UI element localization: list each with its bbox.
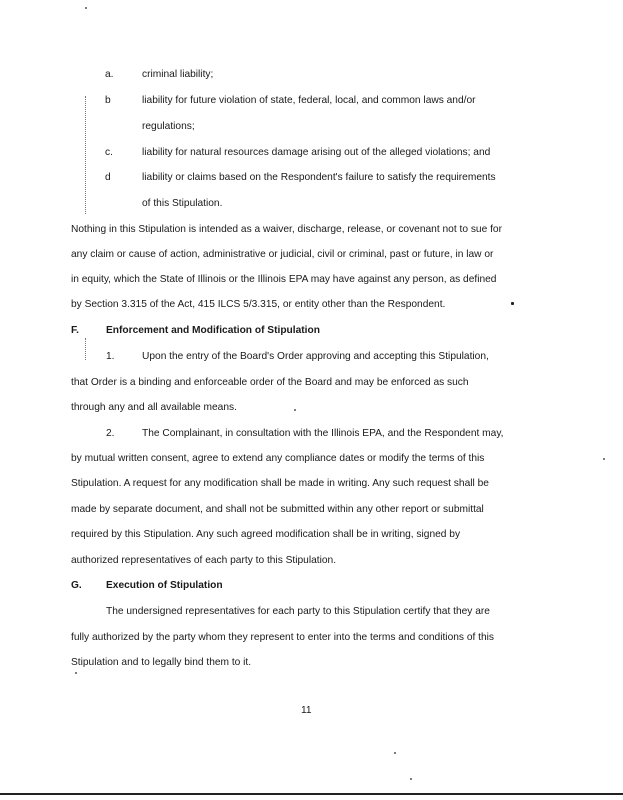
paragraph-line: Upon the entry of the Board's Order approving and accepting this Stipulation, — [142, 351, 489, 362]
scan-margin-dots — [85, 96, 87, 214]
bottom-scan-edge — [0, 793, 623, 795]
scan-speck — [85, 7, 87, 9]
paragraph-line: The Complainant, in consultation with the Illinois EPA, and the Respondent may, — [142, 428, 504, 439]
paragraph-line: any claim or cause of action, administrative or judicial, civil or criminal, past or future, in law or — [71, 249, 494, 260]
list-item-d-text-cont: of this Stipulation. — [142, 198, 223, 209]
paragraph-line: authorized representatives of each party to this Stipulation. — [71, 555, 337, 566]
scan-margin-dots — [85, 338, 87, 360]
list-item-c-text: liability for natural resources damage arising out of the alleged violations; and — [142, 147, 491, 158]
section-f-para2-number: 2. — [106, 428, 115, 439]
section-f-para1-number: 1. — [106, 351, 115, 362]
list-marker-c: c. — [105, 147, 113, 158]
list-item-b-text: liability for future violation of state, federal, local, and common laws and/or — [142, 95, 476, 106]
list-item-a-text: criminal liability; — [142, 69, 214, 80]
section-g-title: Execution of Stipulation — [106, 580, 223, 591]
paragraph-line: made by separate document, and shall not be submitted within any other report or submittal — [71, 504, 484, 515]
scan-speck — [75, 672, 77, 674]
section-f-title: Enforcement and Modification of Stipulation — [106, 325, 320, 336]
paragraph-line: by mutual written consent, agree to extend any compliance dates or modify the terms of this — [71, 453, 485, 464]
list-item-d-text: liability or claims based on the Respondent's failure to satisfy the requirements — [142, 172, 496, 183]
paragraph-line: in equity, which the State of Illinois or the Illinois EPA may have against any person, as defined — [71, 274, 497, 285]
scan-speck — [294, 409, 296, 411]
paragraph-line: by Section 3.315 of the Act, 415 ILCS 5/3.315, or entity other than the Respondent. — [71, 299, 446, 310]
paragraph-line: Stipulation and to legally bind them to it. — [71, 657, 252, 668]
paragraph-line: Nothing in this Stipulation is intended as a waiver, discharge, release, or covenant not to sue for — [71, 224, 502, 235]
list-item-b-text-cont: regulations; — [142, 121, 195, 132]
paragraph-line: The undersigned representatives for each party to this Stipulation certify that they are — [106, 606, 490, 617]
section-f-letter: F. — [71, 325, 79, 336]
paragraph-line: through any and all available means. — [71, 402, 237, 413]
page-number: 11 — [301, 705, 312, 716]
scan-speck — [511, 302, 514, 305]
scan-speck — [410, 778, 412, 780]
paragraph-line: required by this Stipulation. Any such agreed modification shall be in writing, signed by — [71, 529, 461, 540]
paragraph-line: fully authorized by the party whom they represent to enter into the terms and conditions of this — [71, 632, 495, 643]
paragraph-line: Stipulation. A request for any modification shall be made in writing. Any such request shall be — [71, 478, 489, 489]
list-marker-a: a. — [105, 69, 114, 80]
list-marker-b: b — [105, 95, 111, 106]
scan-speck — [603, 458, 605, 460]
scan-speck — [394, 752, 396, 754]
section-g-letter: G. — [71, 580, 82, 591]
paragraph-line: that Order is a binding and enforceable order of the Board and may be enforced as such — [71, 377, 469, 388]
list-marker-d: d — [105, 172, 111, 183]
